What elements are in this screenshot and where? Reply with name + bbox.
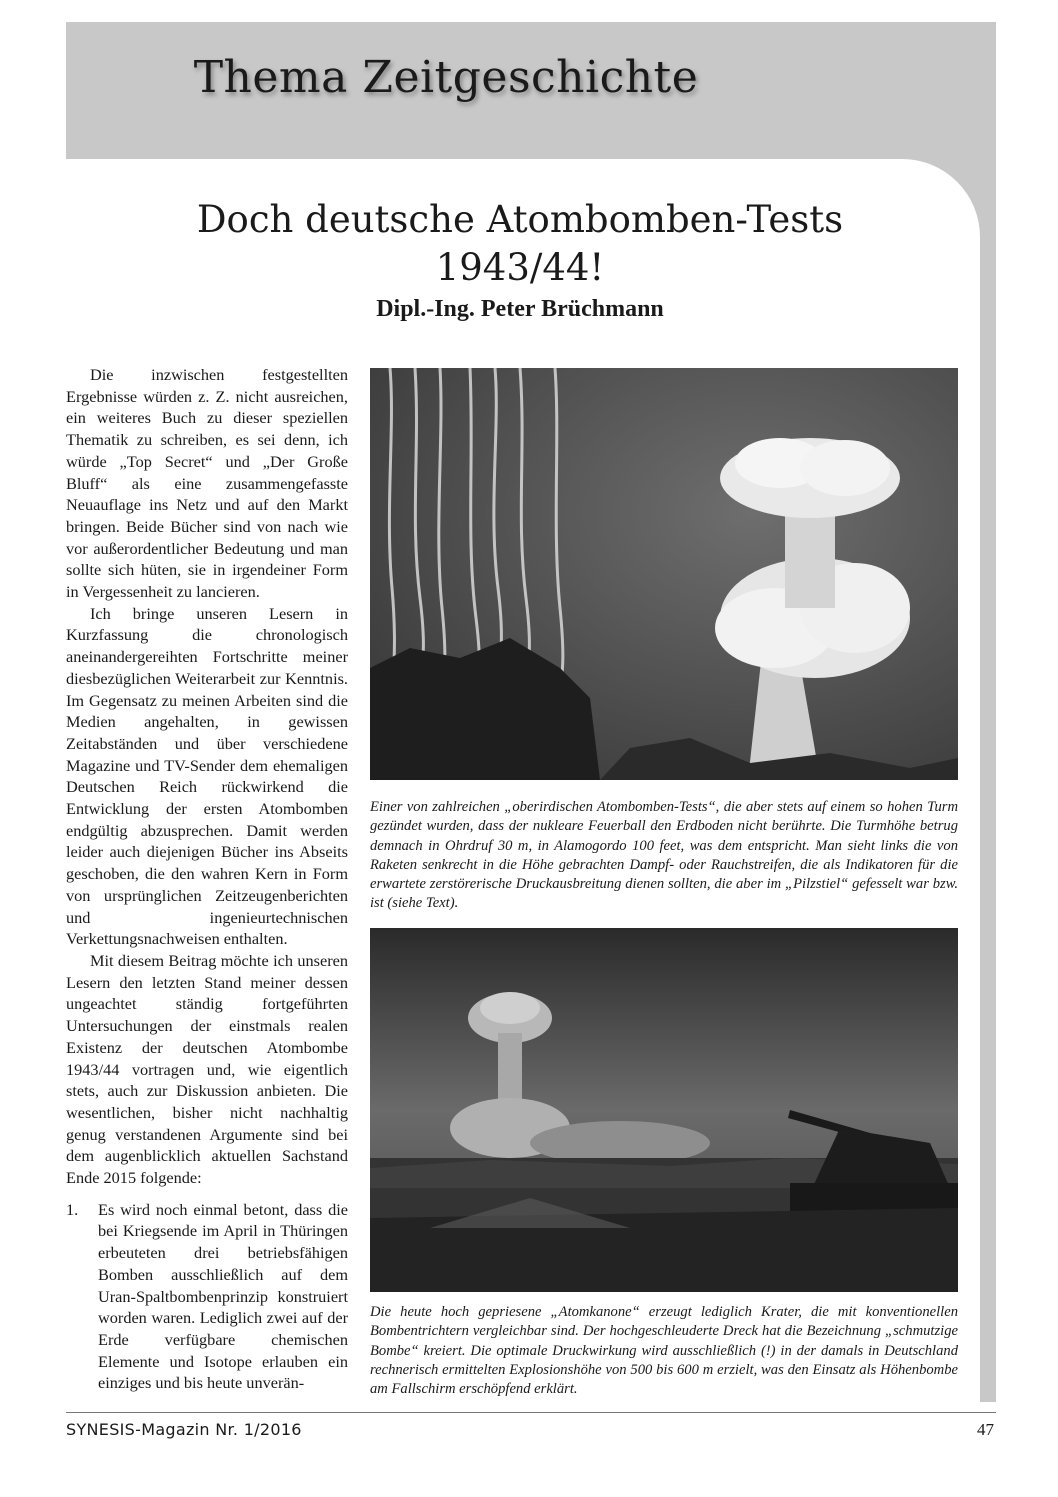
paragraph: Ich bringe unseren Lesern in Kurzfassung die chronologisch aneinandergereihten Fortschritte meiner diesbezüglichen Weiterarbeit zur Kenntnis. Im Gegensatz zu meinen Arbeiten sind die Medien angehalten, in gewissen Zeitabständen und über verschiedene Magazine und TV-Sender dem ehemaligen Deutschen Reich rückwirkend die Entwicklung der ersten Atombomben endgültig abzusprechen. Damit werden leider auch diejenigen Bücher ins Abseits geschoben, die den wahren Kern in Form von ursprünglichen Zeitzeugenberichten und ingenieurtechnischen Verkettungsnachweisen enthalten.: [66, 603, 348, 949]
page-number: 47: [977, 1420, 994, 1439]
article-author: Dipl.-Ing. Peter Brüchmann: [376, 296, 664, 322]
paragraph: Die inzwischen festgestellten Ergebnisse würden z. Z. nicht ausreichen, ein weiteres Buch zu dieser speziellen Thematik zu schreiben, es sei denn, ich würde „Top Secret“ und „Der Große Bluff“ als eine zusammengefasste Neuauflage ins Netz und auf den Markt bringen. Beide Bücher sind von nach wie vor außerordentlicher Bedeutung und man sollte sich hüten, sie in irgendeiner Form in Vergessenheit zu lancieren.: [66, 365, 348, 602]
footer-rule: [66, 1412, 996, 1413]
figure-2-photo: [370, 928, 958, 1292]
list-item: [66, 1199, 348, 1394]
figure-1-photo: [370, 368, 958, 780]
section-title: Thema Zeitgeschichte: [193, 52, 699, 103]
article-title-line1: Doch deutsche Atombomben-Tests: [196, 198, 844, 241]
paragraph: Mit diesem Beitrag möchte ich unseren Lesern den letzten Stand meiner dessen ungeachtet ständig fortgeführten Untersuchungen der einstmals realen Existenz der deutschen Atombombe 1943/44 vortragen und, wie eigentlich stets, auch zur Diskussion anbieten. Die wesentlichen, bisher nicht nachhaltig genug verstandenen Argumente sind bei dem augenblicklich aktuellen Sachstand Ende 2015 folgende:: [66, 950, 348, 1188]
article-title-line2: 1943/44!: [435, 246, 605, 289]
list-item-number: 1.: [66, 1199, 79, 1219]
numbered-list: [66, 1199, 348, 1394]
right-border-strip: [980, 22, 996, 1402]
article-title: [60, 196, 980, 292]
figure-1-caption: Einer von zahlreichen „oberirdischen Atombomben-Tests“, die aber stets auf einem so hohen Turm gezündet wurden, dass der nukleare Feuerball den Erdboden nicht berührte. Die Turmhöhe betrug demnach in Ohrdruf 30 m, in Alamogordo 100 feet, was dem entspricht. Man sieht links die von Raketen senkrecht in die Höhe gebrachten Dampf- oder Rauchstreifen, die als Indikatoren für die erwartete zerstörerische Druckausbreitung dienen sollten, die aber im „Pilzstiel“ gefesselt war bzw. ist (siehe Text).: [370, 799, 958, 912]
footer-magazine: SYNESIS-Magazin Nr. 1/2016: [66, 1420, 302, 1439]
figure-2-caption: Die heute hoch gepriesene „Atomkanone“ erzeugt lediglich Krater, die mit konventionellen Bombentrichtern vergleichbar sind. Der hochgeschleuderte Dreck hat die Bezeichnung „schmutzige Bombe“ kreiert. Die optimale Druckwirkung wird ausschließlich (!) in der damals in Deutschland rechnerisch ermittelten Explosionshöhe von 500 bis 600 m erzielt, was den Einsatz als Höhenbombe am Fallschirm erschöpfend erklärt.: [370, 1304, 958, 1398]
body-column: [66, 364, 348, 1394]
list-item-text: Es wird noch einmal betont, dass die bei Kriegsende im April in Thüringen erbeuteten drei betriebsfähigen Bomben ausschließlich auf dem Uran-Spaltbombenprinzip konstruiert worden waren. Lediglich zwei auf der Erde verfügbare chemischen Elemente und Isotope erlauben ein einziges und bis heute unverän-: [98, 1199, 348, 1393]
